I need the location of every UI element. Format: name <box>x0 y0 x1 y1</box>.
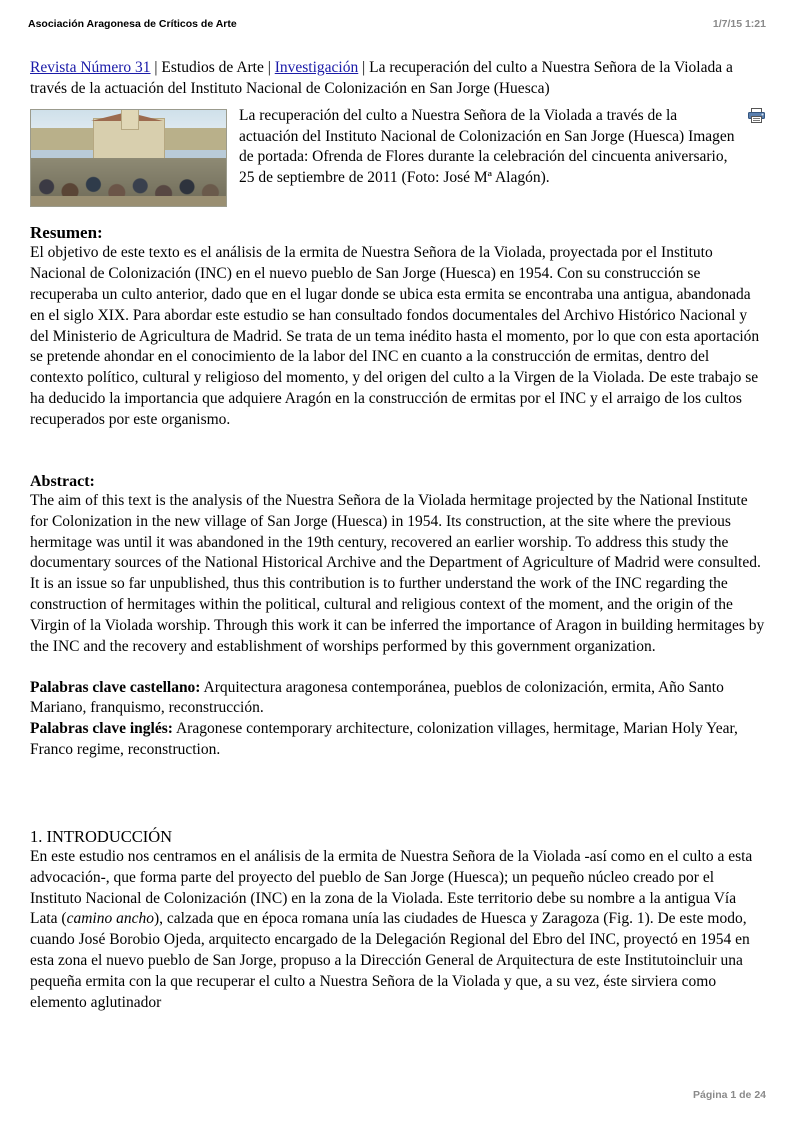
keywords-block <box>30 678 765 761</box>
breadcrumb-item-estudios: Estudios de Arte <box>161 59 264 76</box>
section-heading-introduccion: 1. INTRODUCCIÓN <box>30 826 173 846</box>
breadcrumb-separator-2: | <box>263 59 275 76</box>
abstract-paragraph: The aim of this text is the analysis of the Nuestra Señora de la Violada hermitage projected by the National Institute for Colonization in the new village of San Jorge (Huesca) in 1954. Its construction, at the site where the previous hermitage was until it was abandoned in the 19th century, recovered an earlier worship. To address this study the documentary sources of the National Historical Archive and the Department of Agriculture of Madrid were consulted. It is an issue so far unpublished, thus this contribution is to further understand the work of the INC regarding the construction of hermitages within the political, cultural and religious context of the moment, and the origin of the Virgin of la Violada worship. Through this work it can be inferred the importance of Aragon in building hermitages by the INC and the recovery and establishment of worships performed by this government organization. <box>30 491 765 655</box>
article-caption <box>227 106 765 188</box>
keywords-english-label: Palabras clave inglés: <box>30 720 173 738</box>
keywords-spanish-label: Palabras clave castellano: <box>30 678 201 696</box>
keywords-english-text: Aragonese contemporary architecture, colonization villages, hermitage, Marian Holy Year, Franco regime, reconstruction. <box>30 720 738 759</box>
breadcrumb-current-title: La recuperación del culto a Nuestra Señora de la Violada a través de la actuación del Instituto Nacional de Colonización en San Jorge (Huesca) <box>30 59 733 97</box>
introduction-paragraph <box>30 847 765 1014</box>
breadcrumb-separator-3: | <box>358 59 370 76</box>
article-title-text: La recuperación del culto a Nuestra Señora de la Violada a través de la actuación del Instituto Nacional de Colonización en San Jorge (Huesca) <box>239 107 685 145</box>
abstract-heading: Abstract: <box>30 472 95 490</box>
breadcrumb <box>30 58 765 99</box>
cover-photo <box>30 109 227 207</box>
breadcrumb-link-revista[interactable]: Revista Número 31 <box>30 59 151 76</box>
breadcrumb-separator-1: | <box>150 59 162 76</box>
cover-belltower <box>121 109 139 130</box>
document-content <box>30 58 765 1014</box>
keywords-spanish-text: Arquitectura aragonesa contemporánea, pueblos de colonización, ermita, Año Santo Mariano, franquismo, reconstrucción. <box>30 678 724 717</box>
intro-italic-term: camino ancho <box>66 910 154 928</box>
page-header <box>28 18 766 30</box>
intro-text-part1: En este estudio nos centramos en el análisis de la ermita de Nuestra Señora de la Violada -así como en el culto a esta advocación-, que forma parte del proyecto del pueblo de San Jorge (Huesca); un pequeño núcleo creado por el Instituto Nacional de Colonización (INC) en la zona de la Violada. Este territorio debe su nombre a la antigua Vía Lata ( <box>30 847 753 928</box>
article-header-block <box>30 106 765 207</box>
page-footer: Página 1 de 24 <box>693 1089 766 1101</box>
header-date: 1/7/15 1:21 <box>712 18 766 30</box>
intro-text-part2: ), calzada que en época romana unía las ciudades de Huesca y Zaragoza (Fig. 1). De este modo, cuando José Borobio Ojeda, arquitecto encargado de la Delegación Regional del Ebro del INC, proyectó en 1954 en esta zona el nuevo pueblo de San Jorge, propuso a la Dirección General de Arquitectura de este Institutoincluir una pequeña ermita con la que recuperar el culto a Nuestra Señora de la Violada y que, a su vez, éste sirviera como elemento aglutinador <box>30 910 750 1011</box>
site-title: Asociación Aragonesa de Críticos de Arte <box>28 18 237 30</box>
cover-ground <box>31 196 226 206</box>
resumen-heading: Resumen: <box>30 223 103 243</box>
resumen-paragraph: El objetivo de este texto es el análisis de la ermita de Nuestra Señora de la Violada, proyectada por el Instituto Nacional de Colonización (INC) en el nuevo pueblo de San Jorge (Huesca) en 1954. Con su construcción se recuperaba un culto anterior, dado que en el lugar donde se ubica esta ermita se encontraba una antigua, abandonada en el siglo XIX. Para abordar este estudio se han consultado fondos documentales del Archivo Histórico Nacional y del Ministerio de Agricultura de Madrid. Se trata de un tema inédito hasta el momento, por lo que con esta aportación se pretende ahondar en el conocimiento de la labor del INC en cuanto a la construcción de ermitas, dentro del contexto político, cultural y religioso del momento, y del origen del culto a la Virgen de la Violada. De este trabajo se ha deducido la importancia que adquiere Aragón en la construcción de ermitas por el INC y el arraigo de los cultos recuperados por este organismo. <box>30 244 760 428</box>
article-image-credit: Imagen de portada: Ofrenda de Flores durante la celebración del cincuenta aniversario, 25 de septiembre de 2011 (Foto: José Mª Alagón). <box>239 127 735 187</box>
print-icon[interactable] <box>748 108 765 123</box>
breadcrumb-link-investigacion[interactable]: Investigación <box>274 59 359 76</box>
